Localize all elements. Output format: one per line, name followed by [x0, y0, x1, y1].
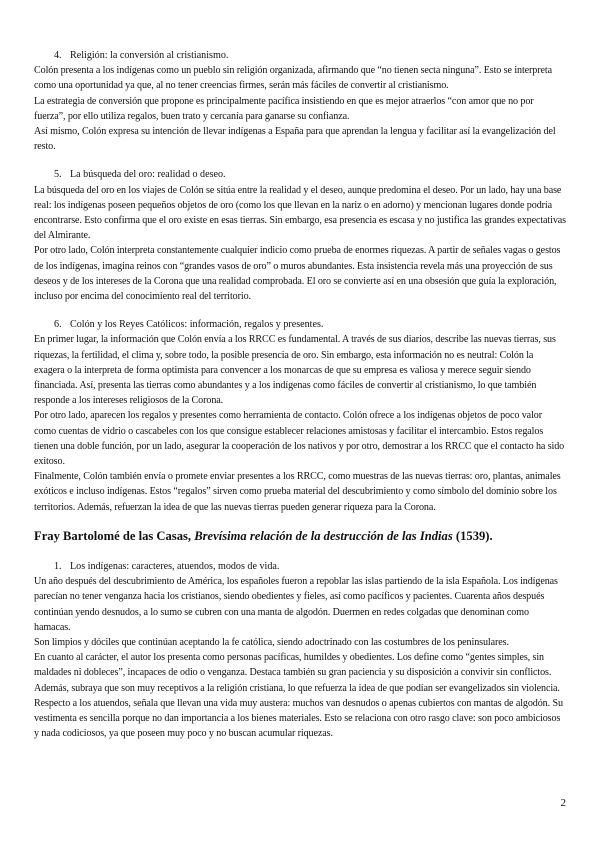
paragraph: Son limpios y dóciles que continúan aceptando la fe católica, siendo adoctrinado con las costumbres de los peninsulares.	[34, 636, 509, 648]
paragraph: Un año después del descubrimiento de América, los españoles fueron a repoblar las islas partiendo de la isla Española. Los indígenas parecían no tener venganza hacia los cristianos, siendo obedientes y fieles, así como pacíficos y pacientes. Cuarenta años después continúan yendo desnudos, a lo sumo se cubren con una manta de algodón. Duermen en redes colgadas que denominan como hamacas.	[34, 576, 558, 633]
paragraph: La estrategia de conversión que propone es principalmente pacífica insistiendo en que es mejor atraerlos “con amor que no por fuerza”, por ello utiliza regalos, buen trato y cercanía para ganarse su confianza.	[34, 95, 534, 122]
paragraph: Colón presenta a los indígenas como un pueblo sin religión organizada, afirmando que “no tienen secta ninguna”. Esto se interpreta como una oportunidad ya que, al no tener creencias firmes, serán más fáciles de convertir al cristianismo.	[34, 65, 552, 92]
paragraph: Respecto a los atuendos, señala que llevan una vida muy austera: muchos van desnudos o apenas cubiertos con mantas de algodón. Su vestimenta es sencilla porque no dan importancia a los bienes materiales. Esto se relaciona con otro rasgo clave: son poco ambiciosos y nada codiciosos, ya que poseen muy poco y no buscan acumular riquezas.	[34, 697, 563, 740]
subsection-1-title: 1. Los indígenas: caracteres, atuendos, modos de vida.	[54, 560, 280, 572]
paragraph: En cuanto al carácter, el autor los presenta como personas pacíficas, humildes y obedientes. Los define como “gentes simples, sin maldades ni dobleces”, incapaces de odio o venganza. Destaca también su gran paciencia y su disposición a convivir sin conflictos. Además, subraya que son muy receptivos a la religión cristiana, lo que refuerza la idea de que podían ser evangelizados sin violencia.	[34, 652, 560, 694]
paragraph: En primer lugar, la información que Colón envía a los RRCC es fundamental. A través de sus diarios, describe las nuevas tierras, sus riquezas, la fertilidad, el clima y, sobre todo, la posible presencia de oro. Sin embargo, esta información no es neutral: Colón la exagera o la interpreta de forma optimista para convencer a los monarcas de que su empresa es valiosa y merece seguir siendo financiada. Así, presenta las tierras como abundantes y a los indígenas como fáciles de convertir al cristianismo, lo que también responde a los intereses religiosos de la Corona.	[34, 334, 556, 407]
paragraph: Así mismo, Colón expresa su intención de llevar indígenas a España para que aprendan la lengua y facilitar así la evangelización del resto.	[34, 126, 556, 153]
section-4-title: 4. Religión: la conversión al cristianismo.	[54, 50, 229, 61]
page-number: 2	[560, 797, 566, 809]
section-6-title: 6. Colón y los Reyes Católicos: información, regalos y presentes.	[54, 319, 324, 331]
paragraph: La búsqueda del oro en los viajes de Colón se sitúa entre la realidad y el deseo, aunque predomina el deseo. Por un lado, hay una base real: los indígenas poseen pequeños objetos de oro (como los que llevan en la nariz o en adorno) y mencionan lugares donde podría encontrarse. Esto confirma que el oro existe en esas tierras. Sin embargo, esa presencia es escasa y no justifica las grandes expectativas del Almirante.	[34, 184, 566, 242]
paragraph: Por otro lado, aparecen los regalos y presentes como herramienta de contacto. Colón ofrece a los indígenas objetos de poco valor como cuentas de vidrio o cascabeles con los que consigue establecer relaciones amistosas y facilitar el intercambio. Estos regalos tienen una doble función, por un lado, asegurar la cooperación de los nativos y por otro, demostrar a los RRCC que el contacto ha sido exitoso.	[34, 410, 565, 468]
paragraph: Finalmente, Colón también envía o promete enviar presentes a los RRCC, como muestras de las nuevas tierras: oro, plantas, animales exóticos e incluso indígenas. Estos “regalos” sirven como prueba material del descubrimiento y como símbolo del dominio sobre los territorios. Además, refuerzan la idea de que las nuevas tierras pueden generar riqueza para la Corona.	[34, 471, 561, 513]
paragraph: Por otro lado, Colón interpreta constantemente cualquier indicio como prueba de enormes riquezas. A partir de señales vagas o gestos de los indígenas, imagina reinos con “grandes vasos de oro” o muros abundantes. Esta insistencia revela más una proyección de sus deseos y de los intereses de la Corona que una realidad comprobada. El oro se convierte así en una obsesión que guía la exploración, incluso por encima del conocimiento real del territorio.	[34, 245, 561, 303]
chapter-heading: Fray Bartolomé de las Casas, Brevísima relación de la destrucción de las Indias (1539).	[34, 528, 493, 543]
document-body	[34, 48, 566, 741]
section-5-title: 5. La búsqueda del oro: realidad o deseo.	[54, 169, 226, 181]
